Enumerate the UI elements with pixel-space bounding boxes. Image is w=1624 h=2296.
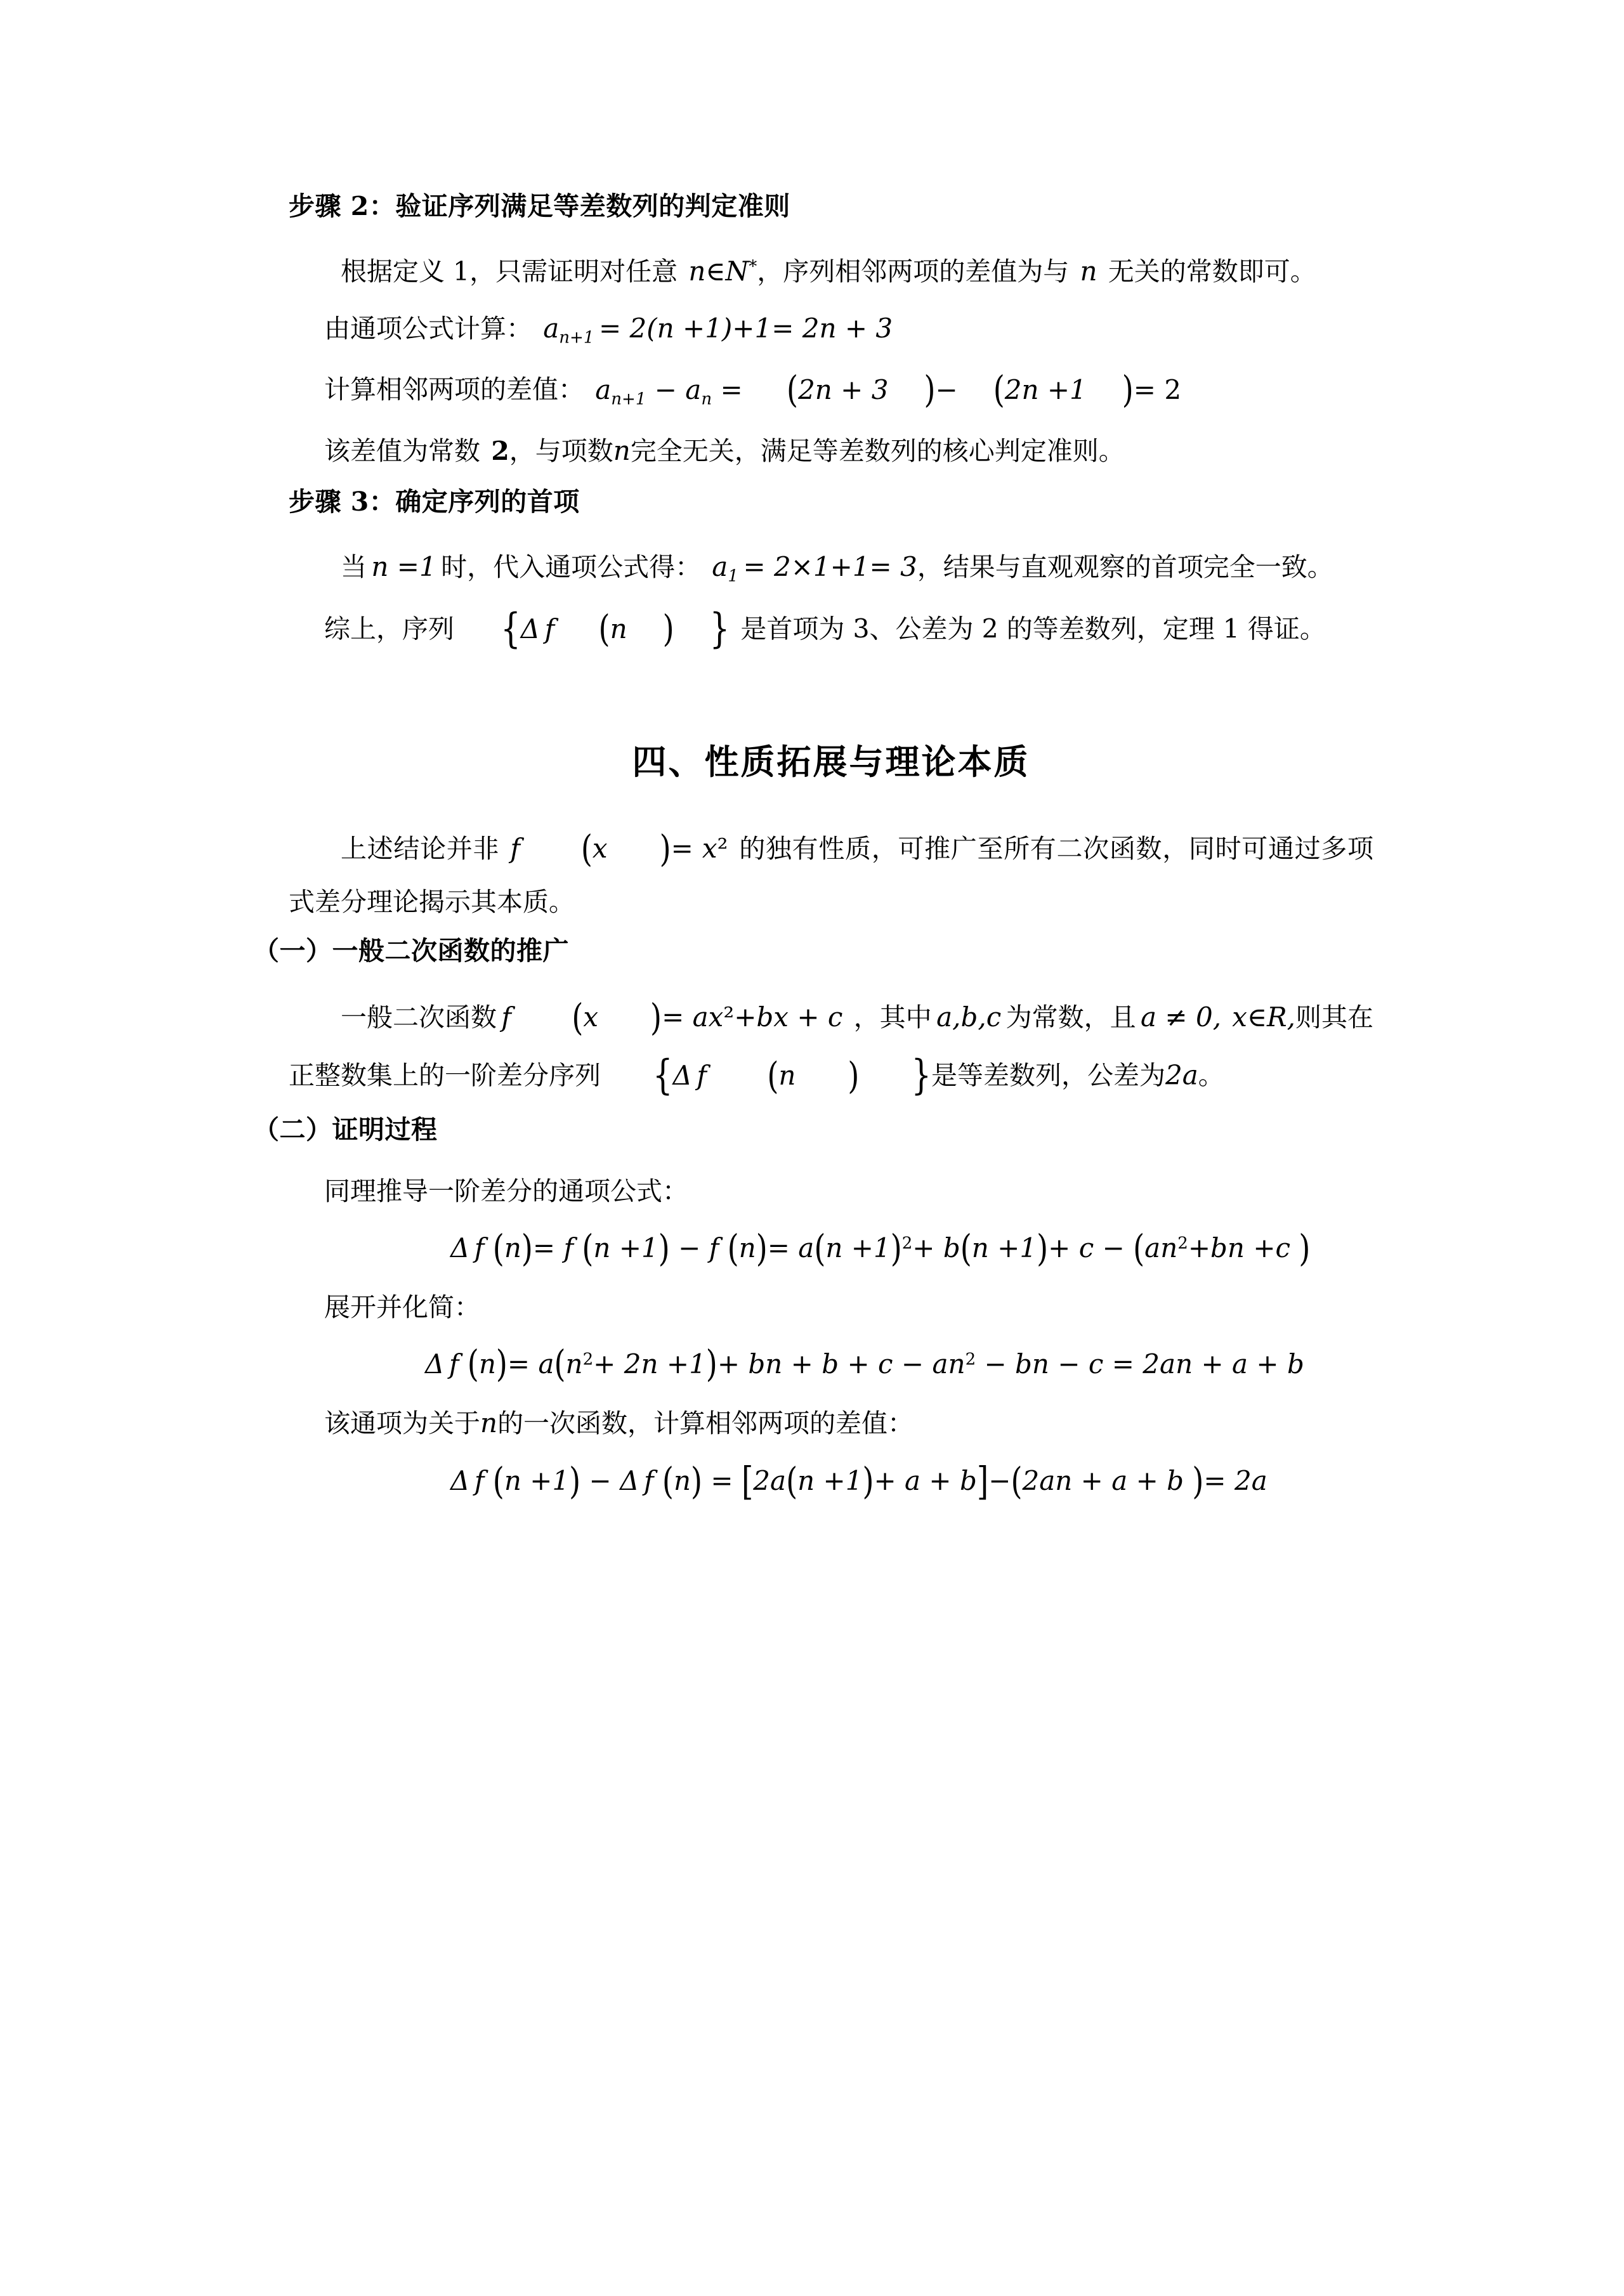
sub1-math-delta-set: {Δ f (n ) } [653, 1051, 931, 1099]
proof-line-3-text-b: 的一次函数，计算相邻两项的差值： [497, 1408, 914, 1439]
proof-formula-1-math: Δ f (n)= f (n +1) − f $(n)= a(n +1)^2+ b(n +1)+ c - (an^2+bn +c$ ) [450, 1226, 1311, 1270]
sub1-math-x-in-r: x∈R, [1232, 1001, 1296, 1033]
proof-formula-1 [289, 1226, 1373, 1270]
section-4-intro [289, 821, 1373, 927]
step3-math-a1: $a_1 = 2\times 1+1= 3$ [712, 551, 917, 586]
step3-text-c: ，结果与直观观察的首项完全一致。 [917, 552, 1333, 583]
document-body [253, 190, 1374, 1504]
step2-difference-label: 计算相邻两项的差值： [324, 374, 584, 405]
step3-math-n-equals-1: n =1 [371, 551, 436, 583]
conclusion-delta-set: {Δ f (n ) } [501, 604, 730, 653]
step3-heading: 步骤 3：确定序列的首项 [289, 486, 580, 518]
step3-text-a: 当 [341, 552, 367, 583]
step2-general-term-line [289, 305, 1373, 353]
step2-heading: 步骤 2：验证序列满足等差数列的判定准则 [289, 191, 790, 221]
sub1-text-d: 则其在正整数集上的一阶差分序列 [289, 1001, 1374, 1091]
sub1-math-2a: 2a [1165, 1059, 1198, 1091]
step2-constant-text-a: 该差值为常数 [324, 435, 480, 466]
proof-line-3 [289, 1400, 1373, 1447]
conclusion-text-a: 综上，序列 [324, 613, 454, 644]
step2-para1-text-c: 无关的常数即可。 [1108, 256, 1316, 287]
step2-constant-text-b: ，与项数 [509, 435, 613, 466]
sub1-text-b: ，其中 [853, 1001, 932, 1033]
sub1-math-abc: a,b,c [936, 1001, 1002, 1033]
step2-para1-text-b: ，序列相邻两项的差值为与 [757, 256, 1070, 287]
step2-constant-value: 2 [491, 435, 509, 466]
proof-line-2: 展开并化简： [324, 1291, 480, 1322]
proof-formula-3-math: Δ f (n +1) − Δ f (n) = [2a(n +1)+ a + b]−(2an + a + b )= 2a [450, 1459, 1267, 1504]
step2-constant-var-n: n [613, 434, 631, 466]
section4-intro-math-fx: f (x )= x² [510, 827, 728, 870]
step2-para1-inline-math: n∈N* [688, 256, 757, 287]
proof-line-1: 同理推导一阶差分的通项公式： [324, 1175, 688, 1206]
step2-para1-text-a: 根据定义 1，只需证明对任意 [341, 256, 678, 287]
subsection-2-heading: （二）证明过程 [253, 1114, 438, 1145]
section4-intro-text-b: 的独有性质，可推广至所有二次函数，同时可通过多项式差分理论揭示其本质。 [289, 833, 1373, 917]
sub1-math-fx: f (x )= ax²+bx + c [501, 995, 843, 1039]
step3-conclusion-line [289, 601, 1373, 656]
section4-intro-text-a: 上述结论并非 [341, 833, 500, 864]
proof-line-3-var-n: n [480, 1407, 498, 1439]
sub1-text-f: 。 [1198, 1060, 1224, 1091]
step2-general-term-formula: $a_{n+1} = 2(n +1)+1= 2n + 3$ [543, 312, 893, 347]
proof-line-3-text-a: 该通项为关于 [324, 1408, 480, 1439]
step2-difference-formula: $a_{n+1} - a_n = (2n + 3$ )− (2n +1 )= 2 [595, 368, 1182, 412]
conclusion-text-b: 是首项为 3、公差为 2 的等差数列，定理 1 得证。 [740, 613, 1326, 644]
subsection-1-heading: （一）一般二次函数的推广 [253, 935, 569, 966]
step3-text-b: 时，代入通项公式得： [441, 552, 702, 583]
sub1-text-e: 是等差数列，公差为 [931, 1060, 1165, 1091]
subsection-1-paragraph [289, 989, 1373, 1106]
step2-difference-line [289, 363, 1373, 415]
proof-formula-3 [289, 1459, 1373, 1504]
step3-paragraph [289, 542, 1373, 593]
step2-constant-note [289, 427, 1373, 475]
step2-para1-var-n: n [1080, 256, 1097, 287]
step2-constant-text-c: 完全无关，满足等差数列的核心判定准则。 [630, 435, 1125, 466]
sub1-math-a-not-zero: a ≠ 0, [1141, 1001, 1222, 1033]
proof-formula-2-math: Δ f $(n)= a(n^2+ 2n +1)+$ bn + $b + c - an^2$ − bn − c = 2an + a + b [425, 1342, 1304, 1386]
step2-paragraph-1 [289, 246, 1373, 297]
sub1-text-c: 为常数，且 [1005, 1001, 1136, 1033]
sub1-text-a: 一般二次函数 [341, 1001, 497, 1033]
step2-general-term-label: 由通项公式计算： [324, 313, 532, 344]
section-4-title: 四、性质拓展与理论本质 [632, 741, 1030, 783]
proof-formula-2 [289, 1342, 1373, 1386]
